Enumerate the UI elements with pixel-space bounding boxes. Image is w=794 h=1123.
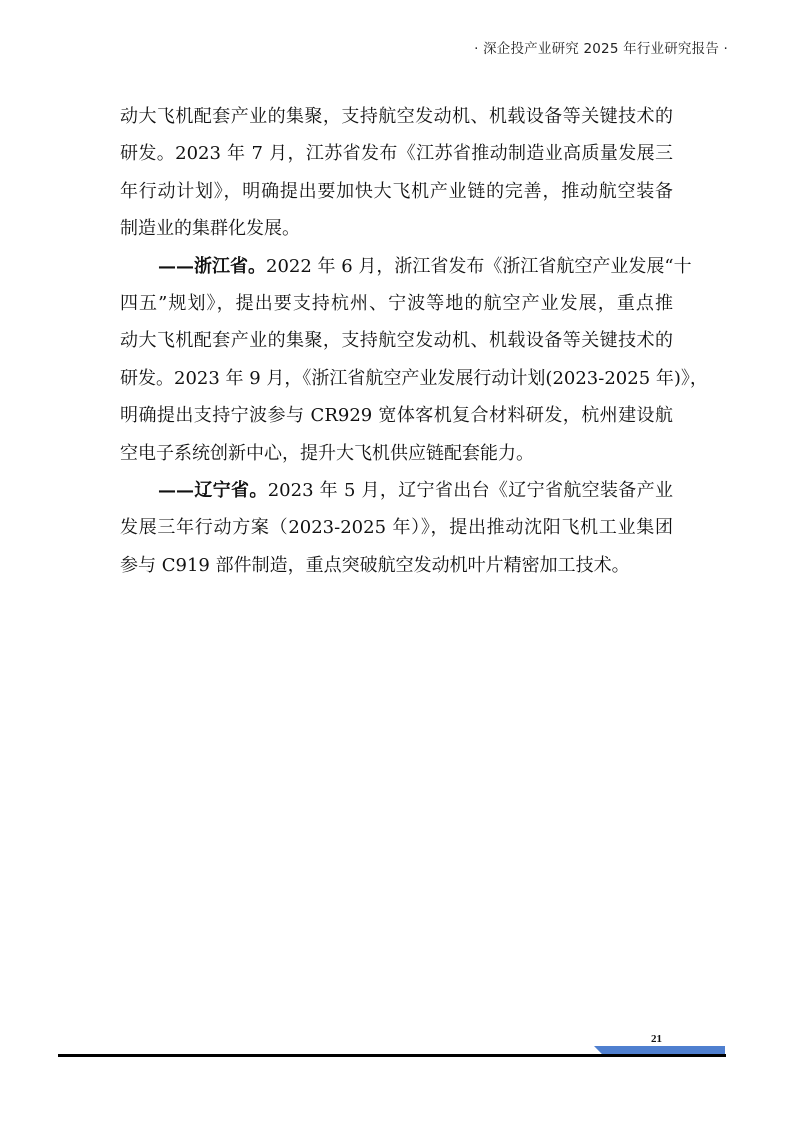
page-number: 21 <box>651 1033 662 1045</box>
paragraph-liaoning <box>120 472 673 584</box>
text-line: 四五”规划》，提出要支持杭州、宁波等地的航空产业发展，重点推 <box>120 292 673 314</box>
text-line: 动大飞机配套产业的集聚，支持航空发动机、机载设备等关键技术的 <box>120 106 673 127</box>
body-text <box>120 98 708 584</box>
paragraph-zhejiang <box>120 248 708 472</box>
text-line: 动大飞机配套产业的集聚，支持航空发动机、机载设备等关键技术的 <box>120 330 673 352</box>
text-segment: 2022 年 6 月，浙江省发布《浙江省航空产业发展“十 <box>266 255 692 277</box>
text-line <box>120 248 692 285</box>
text-line: 发展三年行动方案（2023-2025 年）》，提出推动沈阳飞机工业集团 <box>120 517 673 539</box>
text-line: 年行动计划》，明确提出要加快大飞机产业链的完善，推动航空装备 <box>120 180 673 202</box>
text-line: 空电子系统创新中心，提升大飞机供应链配套能力。 <box>120 442 534 464</box>
text-line: 制造业的集群化发展。 <box>120 218 300 240</box>
paragraph-jiangsu <box>120 98 673 248</box>
footer-rule <box>58 1054 726 1057</box>
text-line <box>120 472 673 509</box>
section-lead-zhejiang: ——浙江省。 <box>158 255 266 277</box>
text-line: 明确提出支持宁波参与 CR929 宽体客机复合材料研发，杭州建设航 <box>120 405 673 427</box>
text-line: 参与 C919 部件制造，重点突破航空发动机叶片精密加工技术。 <box>120 554 630 576</box>
section-lead-liaoning: ——辽宁省。 <box>158 479 268 501</box>
text-segment: 2023 年 5 月，辽宁省出台《辽宁省航空装备产业 <box>267 479 673 501</box>
running-header: · 深企投产业研究 2025 年行业研究报告 · <box>474 41 728 57</box>
text-line: 研发。2023 年 7 月，江苏省发布《江苏省推动制造业高质量发展三 <box>120 143 673 165</box>
text-line: 研发。2023 年 9 月，《浙江省航空产业发展行动计划(2023-2025 年)》， <box>120 367 708 389</box>
footer-accent-tab <box>594 1046 725 1054</box>
